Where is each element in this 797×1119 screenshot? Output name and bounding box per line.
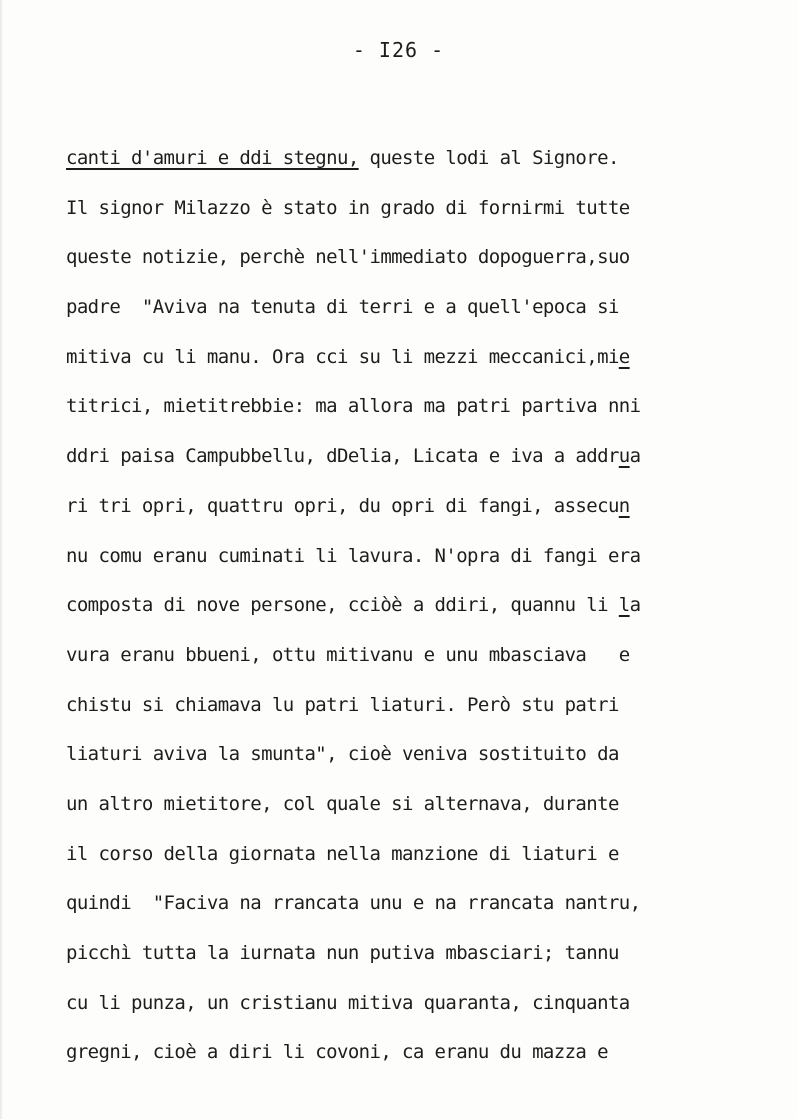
text-line: cu li punza, un cristianu mitiva quaranta, cinquanta [66,991,630,1014]
text-line: canti d'amuri e ddi stegnu, queste lodi al Signore. [66,147,619,169]
text-line: quindi "Faciva na rrancata unu e na rrancata nantru, [66,892,641,915]
text-line: ri tri opri, quattru opri, du opri di fangi, assecun [66,494,630,517]
page-body [66,134,766,1078]
text-line: queste notizie, perchè nell'immediato dopoguerra,suo [66,246,630,269]
text-line: vura eranu bbueni, ottu mitivanu e unu mbasciava e [66,643,630,666]
underlined-text: e [618,345,630,368]
text-line: composta di nove persone, cciòè a ddiri, quannu li la [66,594,641,617]
text-line: gregni, cioè a diri li covoni, ca eranu du mazza e [66,1041,608,1064]
underlined-text: canti d'amuri e ddi stegnu, [66,147,359,169]
paper-edge-shadow [0,0,3,1119]
text-line: un altro mietitore, col quale si alternava, durante [66,792,619,815]
page-number: - I26 - [352,38,445,62]
text-line: Il signor Milazzo è stato in grado di fornirmi tutte [66,196,630,219]
text-line: nu comu eranu cuminati li lavura. N'opra di fangi era [66,544,641,567]
text-line: chistu si chiamava lu patri liaturi. Però stu patri [66,693,619,716]
underlined-text: n [618,494,630,517]
text-line: titrici, mietitrebbie: ma allora ma patri partiva nni [66,395,641,418]
text-line: liaturi aviva la smunta", cioè veniva sostituito da [66,743,619,766]
underlined-text: u [618,445,630,468]
text-line: picchì tutta la iurnata nun putiva mbasciari; tannu [66,942,619,964]
text-line: padre "Aviva na tenuta di terri e a quell'epoca si [66,296,619,319]
text-line: ddri paisa Campubbellu, dDelia, Licata e iva a addrua [66,445,641,468]
underlined-text: l [618,594,630,617]
text-line: mitiva cu li manu. Ora cci su li mezzi meccanici,mie [66,345,630,368]
text-line: il corso della giornata nella manzione di liaturi e [66,842,619,865]
